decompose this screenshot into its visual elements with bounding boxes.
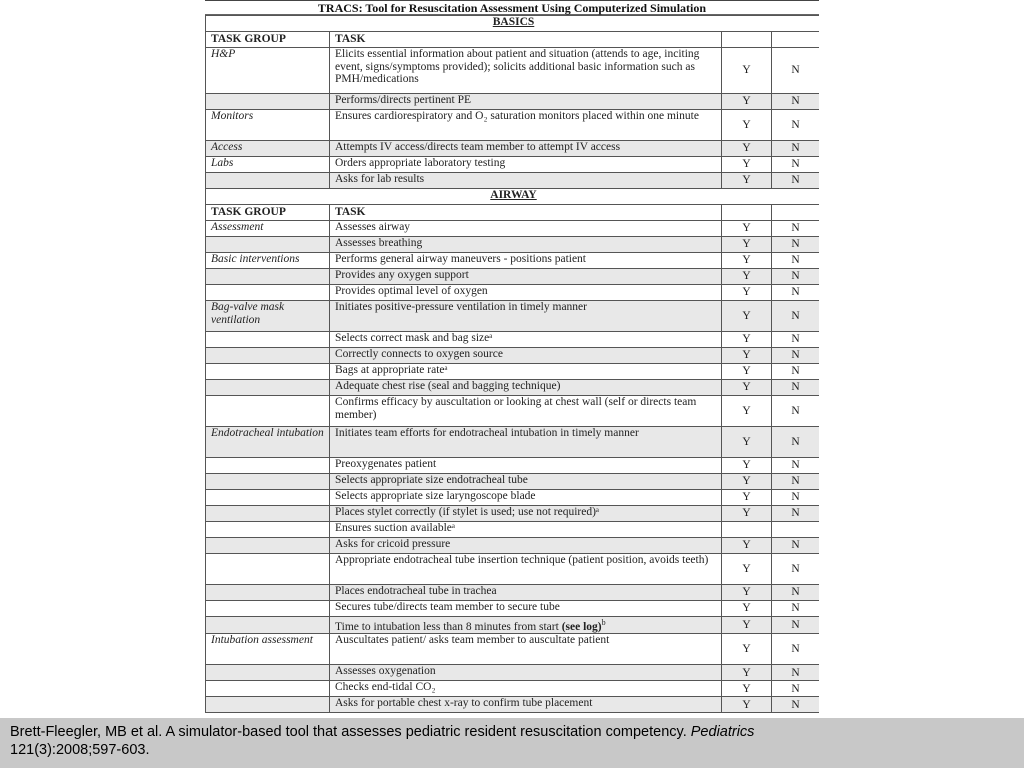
task-group-cell — [206, 601, 330, 617]
column-header-row — [206, 205, 820, 221]
yes-cell: Y — [722, 157, 772, 173]
yes-cell: Y — [722, 269, 772, 285]
task-text: Preoxygenates patient — [335, 458, 437, 470]
table-row — [206, 681, 820, 697]
table-row — [206, 458, 820, 474]
no-cell: N — [772, 617, 820, 634]
yes-cell: Y — [722, 538, 772, 554]
task-group-cell: H&P — [206, 48, 330, 94]
no-cell: N — [772, 173, 820, 189]
tracs-document — [205, 0, 819, 718]
yes-cell: Y — [722, 490, 772, 506]
task-group-cell — [206, 364, 330, 380]
yes-cell: Y — [722, 396, 772, 427]
task-text: Elicits essential information about patient and situation (attends to age, inciting event, signs/symptoms provided); solicits additional basic information such as PMH/medications — [335, 48, 700, 85]
task-group-cell — [206, 458, 330, 474]
task-cell — [330, 617, 722, 634]
task-cell — [330, 141, 722, 157]
task-cell — [330, 301, 722, 332]
task-cell — [330, 697, 722, 713]
no-cell: N — [772, 396, 820, 427]
task-text: Attempts IV access/directs team member to attempt IV access — [335, 141, 621, 153]
no-cell — [772, 522, 820, 538]
table-row — [206, 601, 820, 617]
task-group-cell: Assessment — [206, 221, 330, 237]
task-group-cell — [206, 554, 330, 585]
no-cell: N — [772, 157, 820, 173]
task-cell — [330, 285, 722, 301]
task-cell — [330, 157, 722, 173]
no-cell: N — [772, 681, 820, 697]
yes-cell: Y — [722, 554, 772, 585]
tracs-table — [205, 15, 819, 713]
yes-cell: Y — [722, 237, 772, 253]
task-text: Selects correct mask and bag sizeᵃ — [335, 332, 493, 344]
task-group-cell: Endotracheal intubation — [206, 427, 330, 458]
table-row — [206, 253, 820, 269]
task-text: Assesses oxygenation — [335, 665, 436, 678]
citation-caption — [0, 718, 1024, 768]
task-cell — [330, 396, 722, 427]
yes-cell: Y — [722, 332, 772, 348]
yes-cell: Y — [722, 665, 772, 681]
no-cell: N — [772, 490, 820, 506]
column-header-row — [206, 32, 820, 48]
table-row — [206, 538, 820, 554]
section-heading: BASICS — [206, 16, 820, 32]
no-cell: N — [772, 94, 820, 110]
yes-cell: Y — [722, 617, 772, 634]
task-cell — [330, 474, 722, 490]
table-row — [206, 364, 820, 380]
task-text: Initiates team efforts for endotracheal intubation in timely manner — [335, 427, 639, 439]
no-cell: N — [772, 585, 820, 601]
no-cell: N — [772, 380, 820, 396]
no-cell: N — [772, 48, 820, 94]
task-group-cell — [206, 348, 330, 364]
no-cell: N — [772, 364, 820, 380]
task-text: Asks for portable chest x-ray to confirm tube placement — [335, 697, 593, 710]
task-text: Correctly connects to oxygen source — [335, 348, 503, 360]
task-text: Appropriate endotracheal tube insertion technique (patient position, avoids teeth) — [335, 554, 709, 566]
no-cell: N — [772, 601, 820, 617]
task-cell — [330, 665, 722, 681]
task-group-cell — [206, 173, 330, 189]
citation-reference: 121(3):2008;597-603. — [10, 742, 150, 758]
no-cell: N — [772, 458, 820, 474]
task-group-cell — [206, 269, 330, 285]
yes-cell: Y — [722, 253, 772, 269]
task-cell — [330, 458, 722, 474]
column-header-task: TASK — [330, 32, 722, 48]
task-cell — [330, 253, 722, 269]
task-group-cell — [206, 380, 330, 396]
no-cell: N — [772, 697, 820, 713]
table-row — [206, 141, 820, 157]
document-title: TRACS: Tool for Resuscitation Assessment Using Computerized Simulation — [205, 0, 819, 15]
task-cell — [330, 490, 722, 506]
task-group-cell — [206, 474, 330, 490]
task-group-cell: Monitors — [206, 110, 330, 141]
yes-cell: Y — [722, 506, 772, 522]
column-header-no — [772, 32, 820, 48]
task-group-cell — [206, 522, 330, 538]
task-cell — [330, 237, 722, 253]
citation-authors: Brett-Fleegler, MB et al. A simulator-based tool that assesses pediatric resident resuscitation competency. — [10, 724, 687, 740]
task-cell — [330, 681, 722, 697]
task-text: Ensures cardiorespiratory and O₂ saturation monitors placed within one minute — [335, 110, 699, 122]
task-cell — [330, 332, 722, 348]
task-group-cell: Intubation assessment — [206, 634, 330, 665]
task-cell — [330, 94, 722, 110]
yes-cell: Y — [722, 301, 772, 332]
task-group-cell — [206, 332, 330, 348]
task-text: Asks for lab results — [335, 173, 425, 185]
task-cell — [330, 110, 722, 141]
task-cell — [330, 585, 722, 601]
task-cell — [330, 522, 722, 538]
task-text: Performs/directs pertinent PE — [335, 94, 472, 106]
task-text: Asks for cricoid pressure — [335, 538, 451, 550]
task-group-cell — [206, 94, 330, 110]
task-group-cell: Labs — [206, 157, 330, 173]
table-row — [206, 348, 820, 364]
column-header-task-group: TASK GROUP — [206, 205, 330, 221]
table-row — [206, 634, 820, 665]
column-header-task-group: TASK GROUP — [206, 32, 330, 48]
table-row — [206, 490, 820, 506]
yes-cell: Y — [722, 681, 772, 697]
task-text: Selects appropriate size endotracheal tube — [335, 474, 528, 486]
task-text: Secures tube/directs team member to secure tube — [335, 601, 560, 613]
task-group-cell — [206, 697, 330, 713]
section-heading: AIRWAY — [206, 189, 820, 205]
task-group-cell: Access — [206, 141, 330, 157]
yes-cell: Y — [722, 348, 772, 364]
table-row — [206, 380, 820, 396]
yes-cell: Y — [722, 141, 772, 157]
task-cell — [330, 380, 722, 396]
table-row — [206, 157, 820, 173]
table-container — [205, 15, 819, 713]
no-cell: N — [772, 110, 820, 141]
table-row — [206, 173, 820, 189]
task-group-cell — [206, 665, 330, 681]
task-group-cell — [206, 237, 330, 253]
no-cell: N — [772, 665, 820, 681]
table-row — [206, 506, 820, 522]
task-text: Assesses breathing — [335, 237, 423, 249]
task-text: Places stylet correctly (if stylet is used; use not required)ᵃ — [335, 506, 600, 518]
task-group-cell: Bag-valve mask ventilation — [206, 301, 330, 332]
column-header-no — [772, 205, 820, 221]
table-row — [206, 269, 820, 285]
task-group-cell — [206, 681, 330, 697]
task-footnote-mark: b — [601, 618, 606, 627]
task-text: Time to intubation less than 8 minutes from start — [335, 620, 559, 633]
no-cell: N — [772, 634, 820, 665]
no-cell: N — [772, 427, 820, 458]
task-text: Bags at appropriate rateᵃ — [335, 364, 448, 376]
no-cell: N — [772, 474, 820, 490]
section-heading-row — [206, 16, 820, 32]
task-cell — [330, 173, 722, 189]
task-text: Performs general airway maneuvers - positions patient — [335, 253, 587, 265]
table-row — [206, 48, 820, 94]
yes-cell: Y — [722, 601, 772, 617]
citation-journal: Pediatrics — [690, 724, 755, 740]
table-row — [206, 110, 820, 141]
no-cell: N — [772, 253, 820, 269]
yes-cell: Y — [722, 110, 772, 141]
table-row — [206, 697, 820, 713]
task-cell — [330, 634, 722, 665]
yes-cell: Y — [722, 380, 772, 396]
no-cell: N — [772, 538, 820, 554]
no-cell: N — [772, 237, 820, 253]
table-row — [206, 665, 820, 681]
table-row — [206, 522, 820, 538]
task-cell — [330, 601, 722, 617]
column-header-yes — [722, 205, 772, 221]
task-cell — [330, 348, 722, 364]
table-row — [206, 474, 820, 490]
section-heading-row — [206, 189, 820, 205]
table-row — [206, 237, 820, 253]
no-cell: N — [772, 221, 820, 237]
task-text: Auscultates patient/ asks team member to auscultate patient — [335, 634, 610, 647]
table-row — [206, 94, 820, 110]
table-row — [206, 285, 820, 301]
yes-cell: Y — [722, 94, 772, 110]
task-text: Provides optimal level of oxygen — [335, 285, 488, 297]
table-row — [206, 332, 820, 348]
table-row — [206, 427, 820, 458]
task-cell — [330, 506, 722, 522]
table-row — [206, 396, 820, 427]
task-text: Initiates positive-pressure ventilation in timely manner — [335, 301, 587, 313]
table-row — [206, 617, 820, 634]
column-header-task: TASK — [330, 205, 722, 221]
no-cell: N — [772, 301, 820, 332]
table-row — [206, 221, 820, 237]
no-cell: N — [772, 141, 820, 157]
task-group-cell — [206, 285, 330, 301]
no-cell: N — [772, 269, 820, 285]
task-cell — [330, 269, 722, 285]
yes-cell: Y — [722, 474, 772, 490]
yes-cell: Y — [722, 173, 772, 189]
task-group-cell — [206, 585, 330, 601]
task-text: Confirms efficacy by auscultation or looking at chest wall (self or directs team member) — [335, 396, 697, 421]
yes-cell — [722, 522, 772, 538]
task-text: Places endotracheal tube in trachea — [335, 585, 497, 597]
no-cell: N — [772, 332, 820, 348]
task-text: Provides any oxygen support — [335, 269, 469, 281]
yes-cell: Y — [722, 221, 772, 237]
task-text: Checks end-tidal CO₂ — [335, 681, 436, 694]
task-cell — [330, 48, 722, 94]
task-text: Selects appropriate size laryngoscope blade — [335, 490, 536, 502]
yes-cell: Y — [722, 285, 772, 301]
table-row — [206, 554, 820, 585]
task-text: Ensures suction availableᵃ — [335, 522, 456, 534]
no-cell: N — [772, 348, 820, 364]
task-cell — [330, 538, 722, 554]
task-bold-text: (see log) — [561, 620, 602, 633]
task-text: Orders appropriate laboratory testing — [335, 157, 506, 169]
task-group-cell — [206, 617, 330, 634]
no-cell: N — [772, 554, 820, 585]
task-cell — [330, 427, 722, 458]
task-group-cell — [206, 506, 330, 522]
task-text: Assesses airway — [335, 221, 411, 233]
table-row — [206, 301, 820, 332]
yes-cell: Y — [722, 458, 772, 474]
yes-cell: Y — [722, 634, 772, 665]
task-group-cell — [206, 538, 330, 554]
yes-cell: Y — [722, 427, 772, 458]
task-text: Adequate chest rise (seal and bagging technique) — [335, 380, 561, 392]
no-cell: N — [772, 285, 820, 301]
task-cell — [330, 364, 722, 380]
task-cell — [330, 221, 722, 237]
task-group-cell — [206, 490, 330, 506]
no-cell: N — [772, 506, 820, 522]
task-group-cell — [206, 396, 330, 427]
yes-cell: Y — [722, 364, 772, 380]
column-header-yes — [722, 32, 772, 48]
task-group-cell: Basic interventions — [206, 253, 330, 269]
yes-cell: Y — [722, 697, 772, 713]
table-row — [206, 585, 820, 601]
yes-cell: Y — [722, 585, 772, 601]
task-cell — [330, 554, 722, 585]
yes-cell: Y — [722, 48, 772, 94]
